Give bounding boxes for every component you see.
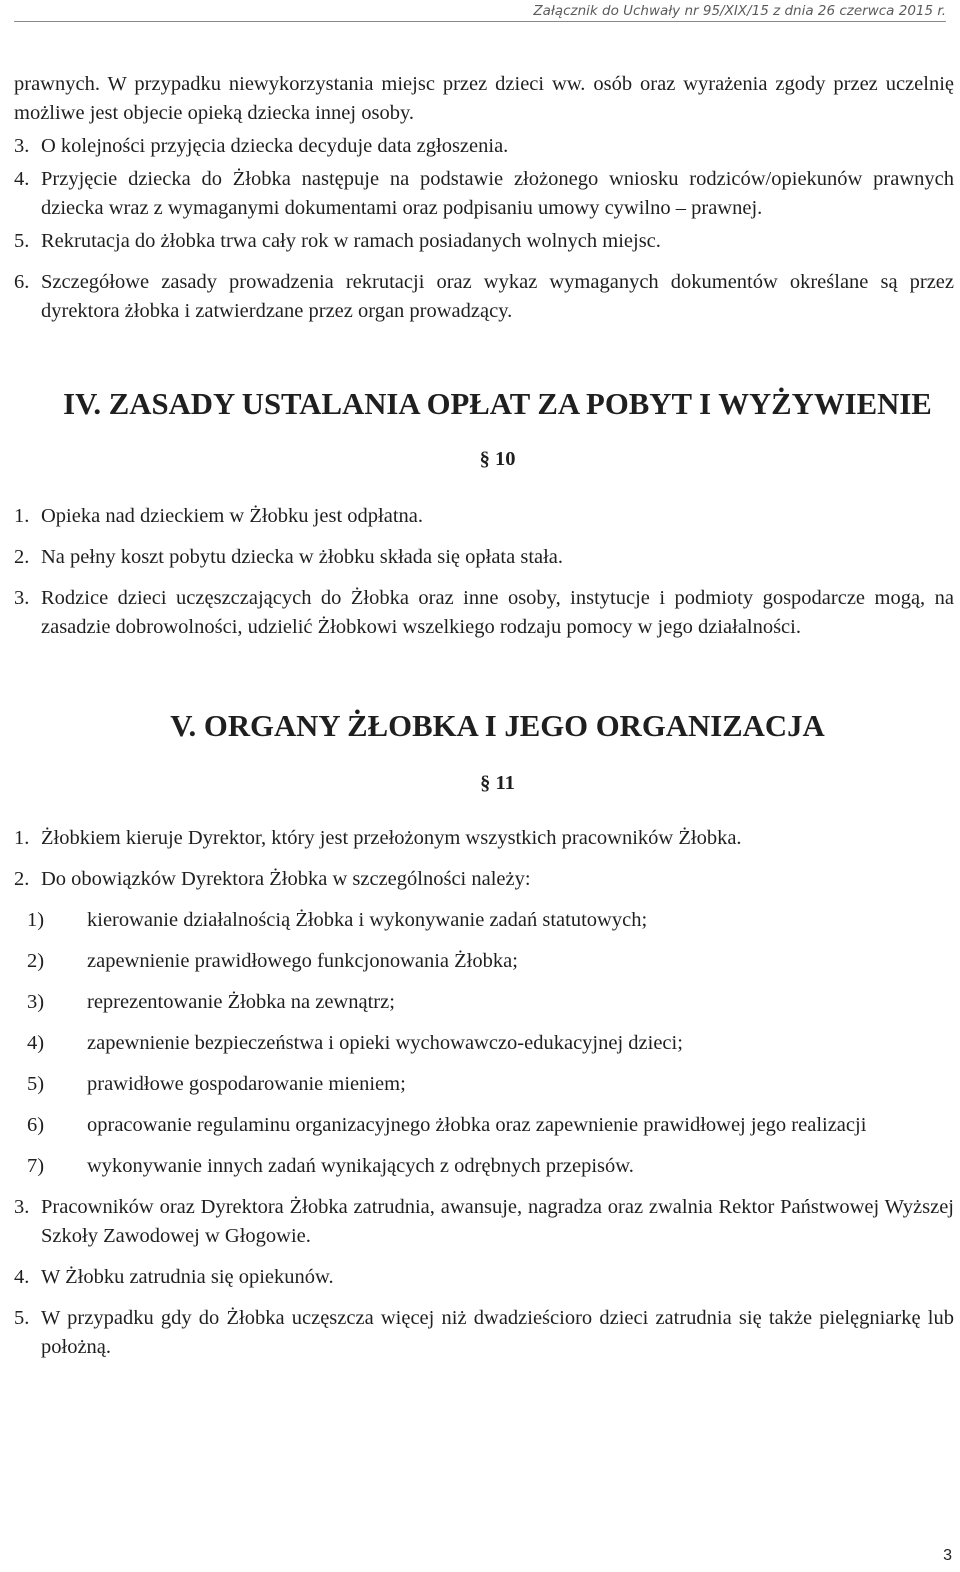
item-number: 1. (14, 827, 30, 849)
item-number: 5. (14, 1307, 30, 1329)
item-text: Rekrutacja do żłobka trwa cały rok w ramach posiadanych wolnych miejsc. (41, 230, 661, 252)
continuation-text: prawnych. W przypadku niewykorzystania miejsc przez dzieci ww. osób oraz wyrażenia zgody przez uczelnię możliwe jest objecie opieką dziecka innej osoby. (14, 73, 954, 124)
duty-text: prawidłowe gospodarowanie mieniem; (87, 1073, 406, 1095)
item-text: Szczegółowe zasady prowadzenia rekrutacji oraz wykaz wymaganych dokumentów określane są przez dyrektora żłobka i zatwierdzane przez organ prowadzący. (41, 271, 954, 322)
section3-item-5 (14, 227, 954, 256)
page-number: 3 (943, 1547, 952, 1564)
document-body (14, 70, 954, 1362)
section3-item-3 (14, 132, 954, 161)
duty-text: zapewnienie bezpieczeństwa i opieki wychowawczo-edukacyjnej dzieci; (87, 1032, 683, 1054)
item-text: Na pełny koszt pobytu dziecka w żłobku składa się opłata stała. (41, 546, 564, 568)
item-text: Przyjęcie dziecka do Żłobka następuje na podstawie złożonego wniosku rodziców/opiekunów prawnych dziecka wraz z wymaganymi dokumentami oraz podpisaniu umowy cywilno – prawnej. (41, 168, 954, 219)
item-number: 2. (14, 868, 30, 890)
duty-item-4 (14, 1029, 954, 1058)
section4-paragraph-mark: § 10 (479, 448, 516, 470)
item-number: 4. (14, 168, 30, 190)
item-text: W Żłobku zatrudnia się opiekunów. (41, 1266, 334, 1288)
duty-number: 5) (27, 1073, 45, 1095)
item-number: 5. (14, 230, 30, 252)
item-number: 6. (14, 271, 30, 293)
section3-item-4 (14, 165, 954, 223)
item-text: Opieka nad dzieckiem w Żłobku jest odpłatna. (41, 505, 423, 527)
header-divider (14, 21, 946, 22)
duty-text: kierowanie działalnością Żłobka i wykonywanie zadań statutowych; (87, 909, 648, 931)
duty-item-1 (14, 906, 954, 935)
item-number: 3. (14, 587, 30, 609)
item-number: 3. (14, 1196, 30, 1218)
duty-text: wykonywanie innych zadań wynikających z odrębnych przepisów. (87, 1155, 634, 1177)
section4-item-1 (14, 502, 954, 531)
item-text: Do obowiązków Dyrektora Żłobka w szczególności należy: (41, 868, 531, 890)
duty-item-7 (14, 1152, 954, 1181)
item-number: 1. (14, 505, 30, 527)
duty-item-3 (14, 988, 954, 1017)
section5-item-1 (14, 824, 954, 853)
duty-number: 7) (27, 1155, 45, 1177)
item-number: 3. (14, 135, 30, 157)
duty-number: 4) (27, 1032, 45, 1054)
item-text: Rodzice dzieci uczęszczających do Żłobka oraz inne osoby, instytucje i podmioty gospodarcze mogą, na zasadzie dobrowolności, udzielić Żłobkowi wszelkiego rodzaju pomocy w jego działalności. (41, 587, 954, 638)
section4-item-3 (14, 584, 954, 642)
section3-item-6 (14, 268, 954, 326)
duty-item-6 (14, 1111, 954, 1140)
section4-item-2 (14, 543, 954, 572)
section4-title: IV. ZASADY USTALANIA OPŁAT ZA POBYT I WYŻYWIENIE (63, 387, 932, 421)
duty-text: reprezentowanie Żłobka na zewnątrz; (87, 991, 395, 1013)
duty-text: zapewnienie prawidłowego funkcjonowania Żłobka; (87, 950, 518, 972)
document-header: Załącznik do Uchwały nr 95/XIX/15 z dnia 26 czerwca 2015 r. (533, 3, 946, 19)
duty-text: opracowanie regulaminu organizacyjnego żłobka oraz zapewnienie prawidłowej jego realizacji (87, 1114, 867, 1136)
item-text: W przypadku gdy do Żłobka uczęszcza więcej niż dwadzieścioro dzieci zatrudnia się także pielęgniarkę lub położną. (41, 1307, 954, 1358)
item-number: 2. (14, 546, 30, 568)
item-text: O kolejności przyjęcia dziecka decyduje data zgłoszenia. (41, 135, 509, 157)
duty-item-5 (14, 1070, 954, 1099)
duty-number: 2) (27, 950, 45, 972)
section5-item-4 (14, 1263, 954, 1292)
item-number: 4. (14, 1266, 30, 1288)
item-text: Żłobkiem kieruje Dyrektor, który jest przełożonym wszystkich pracowników Żłobka. (41, 827, 742, 849)
section5-item-3 (14, 1193, 954, 1251)
item-text: Pracowników oraz Dyrektora Żłobka zatrudnia, awansuje, nagradza oraz zwalnia Rektor Państwowej Wyższej Szkoły Zawodowej w Głogowie. (41, 1196, 954, 1247)
section5-title: V. ORGANY ŻŁOBKA I JEGO ORGANIZACJA (170, 709, 825, 743)
section5-item-5 (14, 1304, 954, 1362)
duty-number: 3) (27, 991, 45, 1013)
duty-number: 1) (27, 909, 45, 931)
duty-item-2 (14, 947, 954, 976)
duty-number: 6) (27, 1114, 45, 1136)
section5-paragraph-mark: § 11 (480, 772, 515, 794)
section5-item-2 (14, 865, 954, 894)
